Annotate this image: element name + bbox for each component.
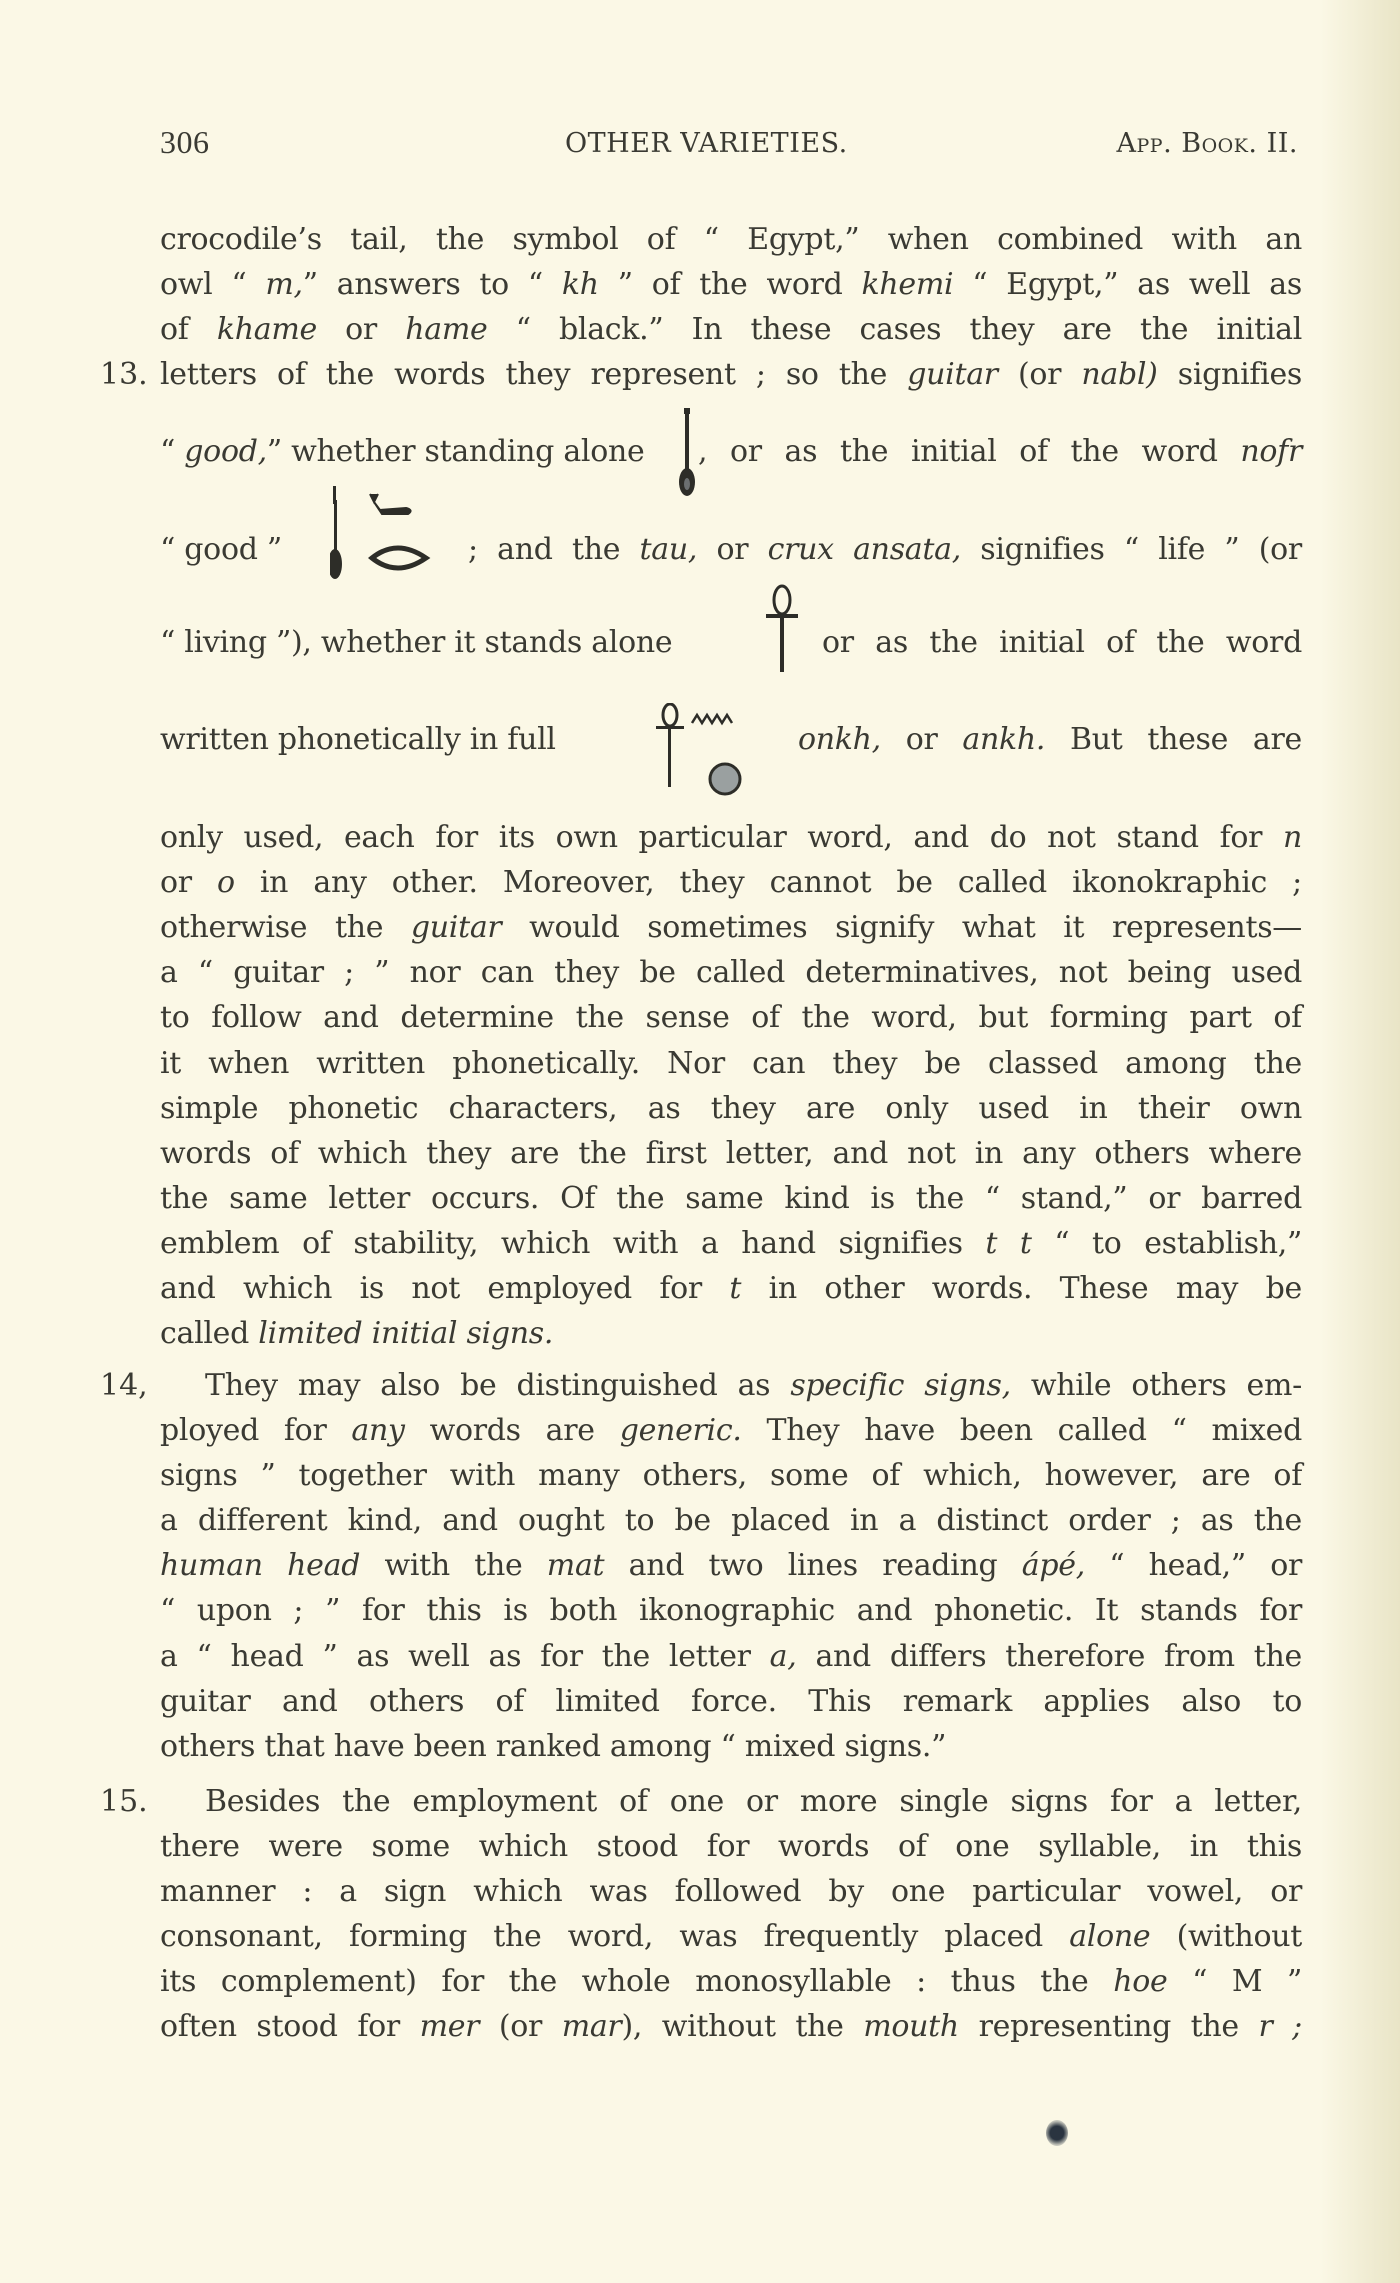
book-reference: App. Book. II. — [1116, 128, 1298, 159]
text-line: a “ guitar ; ” nor can they be called determinatives, not being used — [160, 955, 1302, 990]
text-line: “ good ” — [160, 532, 282, 567]
text-line: “ living ”), whether it stands alone — [160, 625, 673, 660]
text-line: letters of the words they represent ; so the guitar (or nabl) signifies — [160, 357, 1303, 392]
text-line: crocodile’s tail, the symbol of “ Egypt,” when combined with an — [160, 222, 1302, 257]
text-line: only used, each for its own particular word, and do not stand for n — [160, 820, 1302, 855]
text-line: Besides the employment of one or more single signs for a letter, — [205, 1784, 1302, 1819]
text-line: the same letter occurs. Of the same kind is the “ stand,” or barred — [160, 1181, 1302, 1216]
ink-blot — [1046, 2120, 1068, 2146]
text-line: , or as the initial of the word nofr — [698, 434, 1302, 469]
running-title: OTHER VARIETIES. — [565, 128, 848, 159]
text-line: ; and the tau, or crux ansata, signifies “ life ” (or — [468, 532, 1302, 567]
text-line: others that have been ranked among “ mixed signs.” — [160, 1729, 947, 1764]
text-line: called limited initial signs. — [160, 1316, 554, 1351]
text-line: guitar and others of limited force. This remark applies also to — [160, 1684, 1302, 1719]
text-line: written phonetically in full — [160, 722, 556, 757]
text-line: its complement) for the whole monosyllable : thus the hoe “ M ” — [160, 1964, 1303, 1999]
text-line: “ good,” whether standing alone — [160, 434, 645, 469]
page-edge-shading — [1320, 0, 1400, 2283]
text-line: or as the initial of the word — [822, 625, 1302, 660]
text-line: They may also be distinguished as specific signs, while others em- — [205, 1368, 1302, 1403]
text-line: or o in any other. Moreover, they cannot be called ikonokraphic ; — [160, 865, 1302, 900]
text-line: words of which they are the first letter, and not in any others where — [160, 1136, 1302, 1171]
ankh-hieroglyph-icon — [764, 584, 800, 676]
text-line: to follow and determine the sense of the word, but forming part of — [160, 1000, 1302, 1035]
text-line: onkh, or ankh. But these are — [798, 722, 1303, 757]
text-line: “ upon ; ” for this is both ikonographic and phonetic. It stands for — [160, 1593, 1302, 1628]
text-line: consonant, forming the word, was frequently placed alone (without — [160, 1919, 1302, 1954]
page-number: 306 — [160, 124, 210, 160]
text-line: manner : a sign which was followed by one particular vowel, or — [160, 1874, 1302, 1909]
text-line: it when written phonetically. Nor can they be classed among the — [160, 1046, 1302, 1081]
text-line: ployed for any words are generic. They have been called “ mixed — [160, 1413, 1302, 1448]
ankh-phonetic-hieroglyphs-icon — [656, 703, 766, 807]
nefer-guitar-hieroglyph-icon — [676, 408, 698, 502]
text-line: human head with the mat and two lines reading ápé, “ head,” or — [160, 1548, 1303, 1583]
text-line: and which is not employed for t in other words. These may be — [160, 1271, 1302, 1306]
text-line: signs ” together with many others, some of which, however, are of — [160, 1458, 1302, 1493]
paragraph-number-13: 13. — [100, 357, 148, 392]
paragraph-number-14: 14, — [100, 1368, 148, 1403]
text-line: often stood for mer (or mar), without the mouth representing the r ; — [160, 2009, 1302, 2044]
text-line: otherwise the guitar would sometimes signify what it represents— — [160, 910, 1302, 945]
nofr-word-hieroglyphs-icon — [330, 486, 460, 586]
text-line: emblem of stability, which with a hand signifies t t “ to establish,” — [160, 1226, 1303, 1261]
text-line: owl “ m,” answers to “ kh ” of the word khemi “ Egypt,” as well as — [160, 267, 1302, 302]
text-line: a different kind, and ought to be placed in a distinct order ; as the — [160, 1503, 1302, 1538]
text-line: simple phonetic characters, as they are only used in their own — [160, 1091, 1302, 1126]
text-line: a “ head ” as well as for the letter a, and differs therefore from the — [160, 1639, 1302, 1674]
paragraph-number-15: 15. — [100, 1784, 148, 1819]
text-line: there were some which stood for words of one syllable, in this — [160, 1829, 1302, 1864]
text-line: of khame or hame “ black.” In these cases they are the initial — [160, 312, 1302, 347]
